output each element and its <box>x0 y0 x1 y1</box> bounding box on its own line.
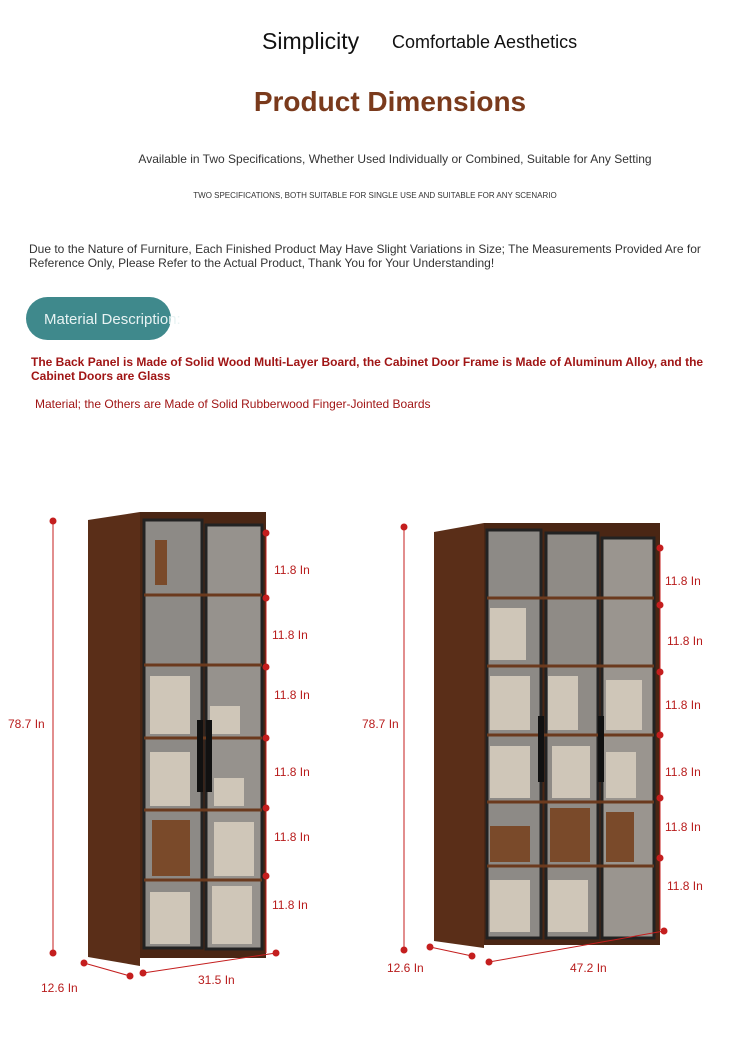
small-shelf-label: 11.8 In <box>272 898 308 912</box>
tagline-aesthetics: Comfortable Aesthetics <box>392 32 578 52</box>
large-depth-label: 12.6 In <box>387 961 424 975</box>
large-shelf-label: 11.8 In <box>665 698 701 712</box>
small-height-label: 78.7 In <box>8 717 45 731</box>
material-label: Material Description: <box>44 311 181 328</box>
large-shelf-label: 11.8 In <box>667 634 703 648</box>
small-shelf-label: 11.8 In <box>274 830 310 844</box>
large-shelf-label: 11.8 In <box>667 879 703 893</box>
subtitle-small: TWO SPECIFICATIONS, BOTH SUITABLE FOR SINGLE USE AND SUITABLE FOR ANY SCENARIO <box>193 191 557 200</box>
material-line-1: The Back Panel is Made of Solid Wood Multi-Layer Board, the Cabinet Door Frame is Made of Aluminum Alloy, and the Cabinet Doors are Glass <box>31 355 704 383</box>
page-title: Product Dimensions <box>253 86 527 117</box>
small-width-label: 31.5 In <box>198 973 235 987</box>
large-height-label: 78.7 In <box>362 717 399 731</box>
small-shelf-label: 11.8 In <box>274 563 310 577</box>
size-disclaimer: Due to the Nature of Furniture, Each Finished Product May Have Slight Variations in Size; The Measurements Provided Are for Reference Only, Please Refer to the Actual Product, Thank You for Your Understanding! <box>29 242 701 270</box>
large-shelf-label: 11.8 In <box>665 574 701 588</box>
small-shelf-label: 11.8 In <box>272 628 308 642</box>
tagline-simplicity: Simplicity <box>262 28 360 54</box>
large-shelf-label: 11.8 In <box>665 820 701 834</box>
material-line-2: Material; the Others are Made of Solid Rubberwood Finger-Jointed Boards <box>35 397 431 411</box>
subtitle: Available in Two Specifications, Whether Used Individually or Combined, Suitable for Any Setting <box>138 152 652 166</box>
large-width-label: 47.2 In <box>570 961 607 975</box>
small-shelf-label: 11.8 In <box>274 765 310 779</box>
small-shelf-label: 11.8 In <box>274 688 310 702</box>
large-shelf-label: 11.8 In <box>665 765 701 779</box>
small-depth-label: 12.6 In <box>41 981 78 995</box>
